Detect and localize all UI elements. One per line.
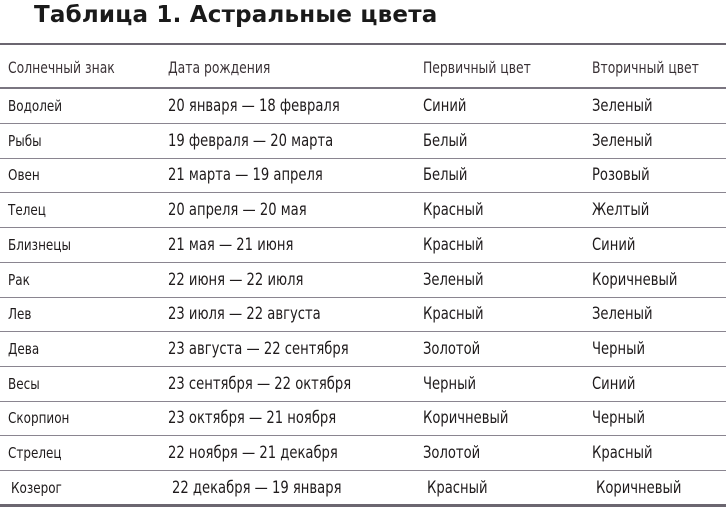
cell-secondary-color: Зеленый: [592, 96, 653, 116]
cell-sign: Телец: [8, 201, 46, 220]
table-row: [0, 436, 726, 470]
cell-sign: Овен: [8, 166, 40, 185]
cell-sign: Весы: [8, 374, 40, 393]
table-row: [0, 471, 726, 505]
cell-date: 23 июля — 22 августа: [168, 304, 321, 325]
cell-secondary-color: Желтый: [592, 200, 650, 221]
table-row: [0, 228, 726, 262]
cell-sign: Близнецы: [8, 235, 71, 254]
cell-secondary-color: Коричневый: [592, 269, 678, 290]
cell-date: 21 марта — 19 апреля: [168, 165, 323, 186]
cell-sign: Козерог: [11, 478, 62, 497]
cell-primary-color: Золотой: [423, 338, 481, 359]
cell-sign: Рыбы: [8, 131, 42, 150]
cell-sign: Лев: [8, 305, 32, 324]
table-row: [0, 297, 726, 331]
table-row: [0, 263, 726, 297]
cell-secondary-color: Красный: [592, 443, 653, 463]
cell-date: 22 ноября — 21 декабря: [168, 443, 338, 463]
table-row: [0, 193, 726, 227]
cell-primary-color: Красный: [427, 477, 488, 498]
cell-date: 23 сентября — 22 октября: [168, 373, 352, 394]
cell-date: 21 мая — 21 июня: [168, 234, 294, 255]
table-row: [0, 124, 726, 158]
cell-primary-color: Красный: [423, 304, 484, 325]
column-header-sign: Солнечный знак: [8, 58, 115, 77]
column-header-primary-color: Первичный цвет: [423, 58, 531, 77]
bottom-rule: [0, 504, 726, 507]
cell-date: 22 декабря — 19 января: [172, 477, 342, 498]
cell-date: 23 августа — 22 сентября: [168, 338, 349, 359]
table-row: [0, 367, 726, 401]
cell-primary-color: Синий: [423, 96, 467, 116]
cell-secondary-color: Черный: [592, 338, 645, 359]
cell-primary-color: Золотой: [423, 443, 481, 463]
cell-primary-color: Белый: [423, 130, 468, 151]
cell-date: 23 октября — 21 ноября: [168, 408, 337, 429]
cell-sign: Рак: [8, 270, 30, 289]
cell-date: 22 июня — 22 июля: [168, 269, 304, 290]
cell-date: 20 января — 18 февраля: [168, 96, 340, 116]
cell-secondary-color: Зеленый: [592, 304, 653, 325]
cell-primary-color: Красный: [423, 234, 484, 255]
cell-date: 19 февраля — 20 марта: [168, 130, 334, 151]
cell-primary-color: Красный: [423, 200, 484, 221]
cell-primary-color: Коричневый: [423, 408, 509, 429]
table-row: [0, 332, 726, 366]
cell-primary-color: Белый: [423, 165, 468, 186]
cell-secondary-color: Синий: [592, 234, 636, 255]
table-title: Таблица 1. Астральные цвета: [34, 2, 438, 28]
cell-secondary-color: Розовый: [592, 165, 650, 186]
cell-secondary-color: Синий: [592, 373, 636, 394]
table-row: [0, 89, 726, 123]
cell-sign: Водолей: [8, 97, 63, 115]
cell-sign: Скорпион: [8, 409, 70, 428]
cell-sign: Дева: [8, 339, 40, 358]
column-header-secondary-color: Вторичный цвет: [592, 58, 699, 77]
cell-secondary-color: Коричневый: [596, 477, 682, 498]
cell-secondary-color: Черный: [592, 408, 645, 429]
cell-date: 20 апреля — 20 мая: [168, 200, 307, 221]
cell-primary-color: Черный: [423, 373, 476, 394]
table-header: [0, 45, 726, 87]
column-header-date: Дата рождения: [168, 58, 271, 77]
cell-sign: Стрелец: [8, 444, 62, 462]
table-row: [0, 401, 726, 435]
cell-secondary-color: Зеленый: [592, 130, 653, 151]
cell-primary-color: Зеленый: [423, 269, 484, 290]
table-row: [0, 158, 726, 192]
